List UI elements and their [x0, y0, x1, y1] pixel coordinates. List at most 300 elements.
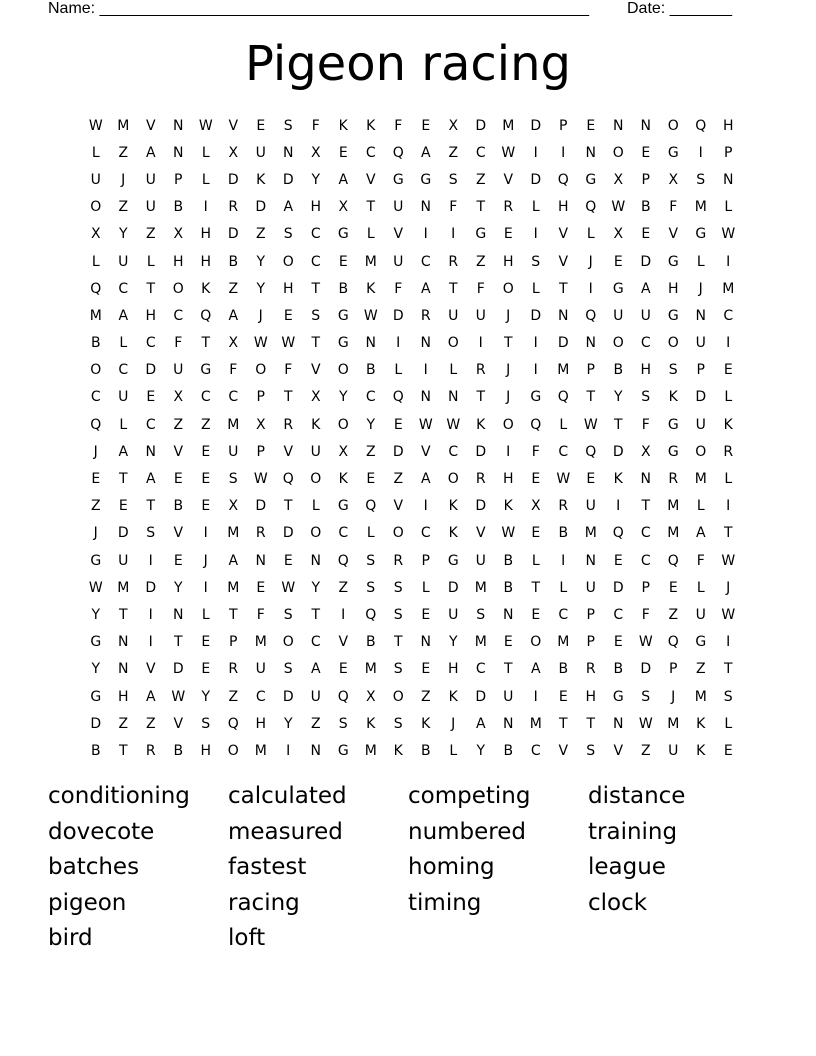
grid-letter: F	[669, 199, 678, 216]
grid-letter: M	[529, 715, 542, 732]
grid-row	[82, 520, 742, 547]
grid-letter: E	[723, 362, 733, 379]
grid-letter: O	[337, 416, 349, 433]
grid-letter: C	[365, 389, 376, 406]
word-list-item: numbered	[408, 818, 527, 845]
grid-letter: H	[502, 471, 514, 488]
grid-letter: A	[228, 552, 239, 569]
grid-letter: C	[90, 389, 101, 406]
grid-letter: E	[118, 498, 128, 515]
grid-letter: C	[420, 253, 431, 270]
grid-letter: V	[173, 715, 184, 732]
grid-letter: N	[118, 634, 129, 651]
grid-letter: D	[145, 362, 157, 379]
grid-letter: C	[145, 416, 156, 433]
grid-letter: E	[558, 688, 568, 705]
grid-row	[82, 330, 742, 357]
grid-letter: U	[255, 144, 266, 161]
grid-letter: I	[203, 199, 208, 216]
grid-letter: K	[421, 715, 431, 732]
grid-letter: R	[255, 525, 266, 542]
grid-letter: X	[173, 226, 184, 243]
grid-letter: Q	[337, 552, 349, 569]
grid-letter: N	[365, 335, 376, 352]
grid-letter: Z	[640, 742, 651, 759]
grid-letter: M	[557, 634, 570, 651]
grid-letter: Z	[228, 280, 239, 297]
grid-letter: Z	[145, 715, 156, 732]
grid-letter: T	[503, 661, 513, 678]
grid-letter: N	[118, 661, 129, 678]
grid-letter: D	[90, 715, 102, 732]
grid-letter: L	[311, 498, 320, 515]
grid-letter: S	[531, 253, 541, 270]
grid-letter: L	[201, 606, 210, 623]
grid-letter: I	[588, 280, 593, 297]
grid-letter: F	[449, 199, 458, 216]
grid-letter: K	[448, 688, 458, 705]
grid-letter: W	[556, 471, 571, 488]
grid-letter: S	[283, 226, 293, 243]
grid-letter: D	[640, 661, 652, 678]
grid-letter: N	[585, 552, 596, 569]
grid-letter: B	[503, 552, 514, 569]
grid-letter: Q	[90, 416, 102, 433]
grid-letter: Z	[145, 226, 156, 243]
grid-letter: C	[613, 606, 624, 623]
grid-letter: F	[394, 117, 403, 134]
grid-letter: C	[723, 307, 734, 324]
grid-letter: A	[338, 171, 349, 188]
grid-letter: J	[506, 362, 511, 379]
grid-letter: Z	[173, 416, 184, 433]
grid-letter: N	[585, 335, 596, 352]
grid-letter: N	[420, 389, 431, 406]
grid-letter: O	[502, 280, 514, 297]
word-list-item: dovecote	[48, 818, 155, 845]
grid-letter: E	[503, 634, 513, 651]
grid-letter: L	[696, 253, 705, 270]
grid-letter: W	[281, 335, 296, 352]
grid-letter: Y	[366, 416, 376, 433]
grid-letter: K	[668, 389, 678, 406]
grid-row	[82, 302, 742, 329]
grid-letter: U	[118, 389, 129, 406]
grid-letter: D	[117, 525, 129, 542]
grid-letter: M	[117, 117, 130, 134]
grid-letter: Q	[585, 307, 597, 324]
grid-letter: D	[475, 117, 487, 134]
grid-letter: Q	[557, 389, 569, 406]
grid-letter: H	[310, 199, 322, 216]
grid-letter: E	[173, 552, 183, 569]
grid-letter: D	[282, 688, 294, 705]
grid-letter: L	[724, 389, 733, 406]
grid-letter: Y	[613, 389, 623, 406]
grid-letter: L	[201, 144, 210, 161]
grid-letter: L	[586, 226, 595, 243]
word-list	[48, 780, 768, 958]
word-list-item: clock	[588, 889, 648, 916]
grid-letter: N	[558, 307, 569, 324]
grid-letter: H	[722, 117, 734, 134]
grid-letter: C	[310, 226, 321, 243]
grid-letter: B	[558, 525, 569, 542]
grid-letter: M	[502, 117, 515, 134]
grid-letter: E	[613, 634, 623, 651]
grid-letter: M	[694, 199, 707, 216]
grid-letter: S	[393, 606, 403, 623]
grid-letter: V	[420, 443, 431, 460]
grid-letter: X	[228, 498, 239, 515]
grid-letter: A	[475, 715, 486, 732]
grid-letter: J	[588, 253, 593, 270]
grid-letter: F	[311, 117, 320, 134]
grid-letter: W	[88, 117, 103, 134]
grid-letter: D	[475, 498, 487, 515]
grid-letter: J	[506, 307, 511, 324]
grid-letter: T	[311, 606, 321, 623]
grid-letter: V	[228, 117, 239, 134]
grid-letter: P	[641, 579, 650, 596]
grid-letter: Y	[283, 715, 293, 732]
grid-letter: G	[337, 307, 349, 324]
grid-letter: N	[310, 552, 321, 569]
grid-letter: Y	[448, 634, 458, 651]
word-list-item: training	[588, 818, 678, 845]
grid-letter: I	[533, 335, 538, 352]
grid-letter: I	[341, 606, 346, 623]
grid-letter: F	[641, 606, 650, 623]
grid-letter: T	[118, 606, 128, 623]
grid-letter: G	[695, 226, 707, 243]
grid-letter: V	[145, 117, 156, 134]
grid-letter: G	[90, 552, 102, 569]
grid-letter: E	[531, 606, 541, 623]
grid-letter: K	[476, 416, 486, 433]
grid-letter: L	[449, 362, 458, 379]
grid-letter: G	[695, 634, 707, 651]
grid-letter: P	[669, 661, 678, 678]
grid-letter: M	[364, 661, 377, 678]
grid-letter: V	[173, 525, 184, 542]
grid-letter: R	[228, 199, 239, 216]
grid-letter: N	[503, 715, 514, 732]
grid-letter: G	[337, 742, 349, 759]
grid-letter: G	[667, 443, 679, 460]
grid-letter: Q	[667, 552, 679, 569]
grid-letter: U	[393, 253, 404, 270]
grid-letter: B	[503, 579, 514, 596]
grid-letter: V	[393, 226, 404, 243]
grid-letter: S	[283, 606, 293, 623]
word-list-item: racing	[228, 889, 300, 916]
grid-letter: T	[531, 579, 541, 596]
grid-letter: M	[474, 579, 487, 596]
grid-letter: K	[393, 742, 403, 759]
grid-letter: K	[723, 416, 733, 433]
grid-letter: O	[282, 253, 294, 270]
grid-letter: D	[282, 171, 294, 188]
grid-letter: C	[530, 742, 541, 759]
grid-letter: S	[366, 579, 376, 596]
grid-letter: E	[283, 552, 293, 569]
grid-letter: O	[337, 362, 349, 379]
grid-letter: B	[90, 335, 101, 352]
grid-letter: I	[561, 144, 566, 161]
grid-letter: V	[558, 742, 569, 759]
word-list-item: bird	[48, 925, 93, 952]
grid-letter: D	[227, 171, 239, 188]
grid-letter: I	[533, 362, 538, 379]
grid-letter: S	[696, 171, 706, 188]
grid-letter: N	[640, 117, 651, 134]
grid-row	[82, 221, 742, 248]
grid-letter: T	[311, 335, 321, 352]
grid-letter: C	[640, 335, 651, 352]
grid-letter: I	[148, 552, 153, 569]
grid-letter: N	[420, 199, 431, 216]
grid-row	[82, 384, 742, 411]
grid-row	[82, 493, 742, 520]
grid-letter: N	[420, 335, 431, 352]
grid-letter: Q	[585, 443, 597, 460]
grid-letter: E	[338, 661, 348, 678]
grid-letter: I	[148, 606, 153, 623]
grid-letter: N	[255, 552, 266, 569]
grid-letter: O	[282, 634, 294, 651]
grid-letter: O	[392, 525, 404, 542]
grid-letter: B	[90, 742, 101, 759]
grid-letter: Q	[365, 606, 377, 623]
grid-letter: X	[173, 389, 184, 406]
grid-letter: G	[420, 171, 432, 188]
grid-letter: Y	[256, 280, 266, 297]
grid-letter: X	[338, 199, 349, 216]
grid-letter: B	[173, 498, 184, 515]
grid-letter: M	[694, 471, 707, 488]
grid-letter: A	[640, 280, 651, 297]
grid-letter: V	[365, 171, 376, 188]
grid-letter: B	[173, 199, 184, 216]
grid-letter: K	[448, 525, 458, 542]
grid-letter: S	[366, 552, 376, 569]
grid-letter: K	[448, 498, 458, 515]
grid-letter: J	[671, 688, 676, 705]
grid-letter: G	[612, 280, 624, 297]
grid-letter: S	[201, 715, 211, 732]
grid-letter: F	[531, 443, 540, 460]
grid-letter: U	[695, 606, 706, 623]
grid-letter: L	[366, 226, 375, 243]
grid-letter: G	[667, 253, 679, 270]
grid-letter: M	[667, 525, 680, 542]
grid-letter: W	[363, 307, 378, 324]
grid-letter: C	[200, 389, 211, 406]
grid-letter: A	[145, 688, 156, 705]
grid-letter: I	[396, 335, 401, 352]
grid-letter: D	[282, 525, 294, 542]
grid-letter: O	[612, 335, 624, 352]
grid-letter: Q	[392, 389, 404, 406]
grid-letter: A	[695, 525, 706, 542]
grid-letter: Y	[256, 253, 266, 270]
grid-letter: V	[668, 226, 679, 243]
grid-letter: E	[256, 579, 266, 596]
grid-letter: O	[667, 335, 679, 352]
word-list-item: timing	[408, 889, 482, 916]
grid-letter: B	[420, 742, 431, 759]
grid-letter: M	[254, 742, 267, 759]
grid-letter: T	[201, 335, 211, 352]
grid-letter: S	[641, 389, 651, 406]
grid-letter: H	[447, 661, 459, 678]
grid-letter: P	[256, 443, 265, 460]
grid-letter: H	[282, 280, 294, 297]
grid-row	[82, 194, 742, 221]
grid-letter: H	[200, 253, 212, 270]
grid-letter: J	[506, 389, 511, 406]
grid-letter: U	[640, 307, 651, 324]
grid-letter: N	[448, 389, 459, 406]
grid-letter: V	[310, 362, 321, 379]
grid-letter: E	[586, 117, 596, 134]
word-list-item: conditioning	[48, 783, 190, 809]
grid-letter: Q	[695, 117, 707, 134]
word-list-item: pigeon	[48, 889, 127, 916]
grid-row	[82, 710, 742, 737]
grid-letter: U	[145, 171, 156, 188]
grid-letter: A	[420, 471, 431, 488]
grid-letter: L	[91, 253, 100, 270]
grid-letter: V	[475, 525, 486, 542]
page-title: Pigeon racing	[244, 36, 572, 92]
grid-letter: D	[255, 498, 267, 515]
grid-letter: Y	[173, 579, 183, 596]
grid-letter: I	[726, 335, 731, 352]
grid-letter: F	[256, 606, 265, 623]
grid-letter: T	[146, 280, 156, 297]
grid-letter: F	[476, 280, 485, 297]
grid-letter: R	[420, 307, 431, 324]
grid-letter: C	[475, 144, 486, 161]
grid-letter: N	[503, 606, 514, 623]
grid-letter: Z	[475, 171, 486, 188]
grid-letter: T	[118, 742, 128, 759]
word-search-grid	[82, 112, 742, 765]
grid-letter: W	[281, 579, 296, 596]
grid-letter: B	[338, 280, 349, 297]
grid-letter: V	[613, 742, 624, 759]
grid-letter: I	[726, 253, 731, 270]
grid-letter: J	[93, 443, 98, 460]
grid-letter: E	[641, 226, 651, 243]
grid-letter: W	[446, 416, 461, 433]
grid-letter: W	[638, 634, 653, 651]
grid-letter: A	[283, 199, 294, 216]
grid-letter: B	[613, 362, 624, 379]
grid-letter: H	[145, 307, 157, 324]
grid-letter: S	[723, 688, 733, 705]
grid-letter: X	[90, 226, 101, 243]
grid-letter: Q	[200, 307, 212, 324]
grid-letter: B	[558, 661, 569, 678]
grid-letter: G	[337, 226, 349, 243]
grid-letter: E	[641, 144, 651, 161]
grid-letter: A	[310, 661, 321, 678]
grid-letter: T	[613, 416, 623, 433]
grid-letter: D	[530, 307, 542, 324]
grid-letter: D	[447, 579, 459, 596]
grid-letter: R	[475, 471, 486, 488]
grid-letter: A	[530, 661, 541, 678]
grid-letter: I	[203, 579, 208, 596]
grid-letter: W	[418, 416, 433, 433]
grid-letter: I	[286, 742, 291, 759]
grid-letter: H	[585, 688, 597, 705]
grid-letter: M	[364, 253, 377, 270]
grid-letter: Y	[311, 579, 321, 596]
grid-letter: E	[256, 117, 266, 134]
grid-letter: R	[448, 253, 459, 270]
grid-letter: Z	[668, 606, 679, 623]
grid-letter: S	[283, 117, 293, 134]
grid-letter: W	[501, 525, 516, 542]
grid-letter: N	[310, 742, 321, 759]
grid-letter: E	[201, 634, 211, 651]
word-list-item: distance	[588, 783, 686, 809]
grid-letter: H	[640, 362, 652, 379]
grid-letter: K	[201, 280, 211, 297]
grid-letter: Q	[282, 471, 294, 488]
grid-letter: C	[255, 688, 266, 705]
grid-row	[82, 438, 742, 465]
grid-letter: D	[695, 389, 707, 406]
grid-letter: A	[420, 144, 431, 161]
grid-letter: G	[392, 171, 404, 188]
grid-letter: P	[586, 634, 595, 651]
grid-letter: O	[612, 144, 624, 161]
grid-letter: P	[586, 362, 595, 379]
grid-letter: H	[200, 226, 212, 243]
grid-letter: G	[585, 171, 597, 188]
grid-letter: W	[721, 606, 736, 623]
grid-letter: E	[668, 579, 678, 596]
grid-letter: W	[198, 117, 213, 134]
grid-letter: U	[695, 335, 706, 352]
grid-letter: U	[448, 606, 459, 623]
grid-letter: Q	[667, 634, 679, 651]
grid-letter: L	[696, 498, 705, 515]
grid-letter: U	[503, 688, 514, 705]
grid-letter: T	[311, 280, 321, 297]
grid-letter: Z	[310, 715, 321, 732]
grid-letter: T	[393, 634, 403, 651]
grid-letter: S	[448, 171, 458, 188]
grid-letter: M	[227, 579, 240, 596]
grid-letter: Q	[585, 199, 597, 216]
grid-letter: E	[393, 416, 403, 433]
grid-letter: H	[172, 253, 184, 270]
grid-letter: L	[724, 715, 733, 732]
grid-letter: R	[145, 742, 156, 759]
grid-letter: W	[88, 579, 103, 596]
grid-letter: L	[531, 199, 540, 216]
grid-letter: J	[698, 280, 703, 297]
grid-letter: X	[228, 335, 239, 352]
grid-letter: D	[640, 253, 652, 270]
grid-row	[82, 737, 742, 764]
